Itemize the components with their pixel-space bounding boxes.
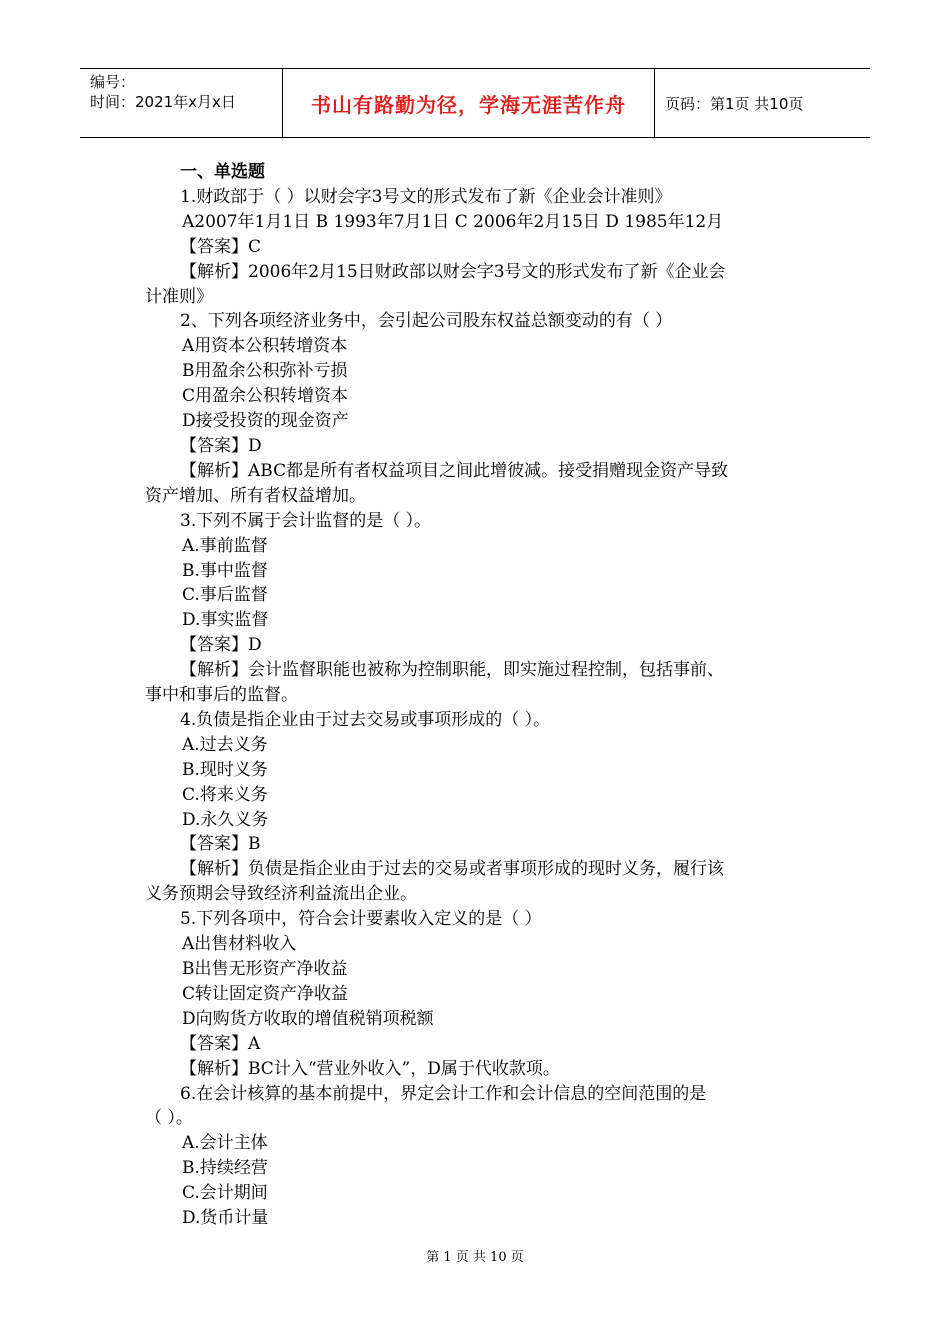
question-lines	[145, 185, 805, 1231]
text-line: A.过去义务	[182, 734, 268, 755]
text-line: D.货币计量	[182, 1208, 269, 1229]
text-line: B.持续经营	[182, 1158, 268, 1179]
text-line: 6.在会计核算的基本前提中，界定会计工作和会计信息的空间范围的是	[180, 1083, 707, 1104]
text-line: C.会计期间	[182, 1183, 268, 1204]
text-line: A.事前监督	[182, 535, 268, 556]
text-line: D向购货方收取的增值税销项税额	[182, 1008, 434, 1029]
text-line: A2007年1月1日 B 1993年7月1日 C 2006年2月15日 D 1985年12月	[182, 211, 724, 232]
header-page-info: 页码：第1页 共10页	[665, 94, 804, 113]
header-motto-cell	[283, 69, 655, 137]
text-line: 5.下列各项中，符合会计要素收入定义的是（ ）	[180, 909, 542, 930]
text-line: 4.负债是指企业由于过去交易或事项形成的（ ）。	[180, 709, 551, 730]
text-line: 【解析】ABC都是所有者权益项目之间此增彼减。接受捐赠现金资产导致	[180, 460, 729, 481]
text-line: 【解析】负债是指企业由于过去的交易或者事项形成的现时义务，履行该	[180, 859, 724, 880]
text-line: D.事实监督	[182, 610, 269, 631]
text-line: A用资本公积转增资本	[182, 336, 348, 357]
text-line: D接受投资的现金资产	[182, 411, 349, 432]
text-line: A.会计主体	[182, 1133, 268, 1154]
text-line: 资产增加、所有者权益增加。	[145, 485, 366, 506]
text-line: 【解析】会计监督职能也被称为控制职能，即实施过程控制，包括事前、	[180, 660, 724, 681]
text-line: 计准则》	[145, 286, 213, 307]
text-line: B用盈余公积弥补亏损	[182, 361, 348, 382]
text-line: 事中和事后的监督。	[145, 685, 298, 706]
text-line: 【答案】C	[180, 236, 262, 257]
text-line: 1.财政部于（ ）以财会字3号文的形式发布了新《企业会计准则》	[180, 186, 672, 207]
text-line: B出售无形资产净收益	[182, 959, 348, 979]
text-line: D.永久义务	[182, 809, 269, 830]
text-line: 【答案】A	[180, 1033, 261, 1054]
text-line: B.现时义务	[182, 759, 268, 780]
document-number-label: 编号：	[90, 73, 136, 91]
page-footer: 第 1 页 共 10 页	[426, 1250, 524, 1265]
text-line: 2、下列各项经济业务中，会引起公司股东权益总额变动的有（ ）	[180, 311, 673, 332]
header-page-cell	[655, 69, 870, 137]
text-line: 【解析】BC计入“营业外收入”，D属于代收款项。	[180, 1058, 560, 1079]
text-line: C.事后监督	[182, 585, 268, 606]
text-line: 【答案】D	[180, 635, 262, 656]
document-header	[80, 68, 870, 138]
text-line: C.将来义务	[182, 784, 268, 805]
text-line: C用盈余公积转增资本	[182, 386, 349, 407]
text-line: 【答案】B	[180, 834, 261, 855]
document-body	[145, 160, 805, 1231]
text-line: 【解析】2006年2月15日财政部以财会字3号文的形式发布了新《企业会	[180, 261, 726, 282]
text-line: （ ）。	[145, 1108, 193, 1129]
text-line: 义务预期会导致经济利益流出企业。	[145, 884, 417, 905]
text-line: C转让固定资产净收益	[182, 983, 349, 1004]
document-date-label: 时间：2021年x月x日	[90, 93, 236, 111]
text-line: B.事中监督	[182, 560, 268, 581]
header-meta-cell	[80, 69, 283, 137]
section-title: 一、单选题	[180, 162, 265, 182]
header-motto: 书山有路勤为径，学海无涯苦作舟	[311, 92, 626, 117]
text-line: 3.下列不属于会计监督的是（ ）。	[180, 510, 432, 531]
text-line: 【答案】D	[180, 435, 262, 456]
text-line: A出售材料收入	[182, 934, 297, 955]
